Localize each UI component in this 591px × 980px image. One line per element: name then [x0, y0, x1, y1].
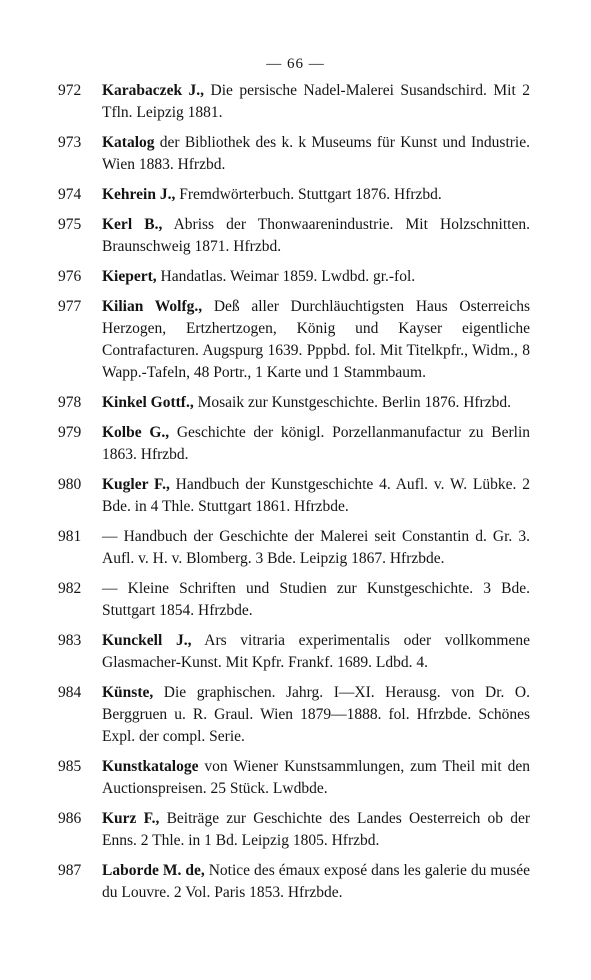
entry-description: Beiträge zur Geschichte des Landes Oesterreich ob der Enns. 2 Thle. in 1 Bd. Leipzig 1805. Hfrzbd.: [102, 810, 531, 849]
page-number: — 66 —: [266, 56, 325, 72]
entry-text: [102, 184, 530, 206]
list-item: [58, 132, 530, 176]
entry-number: 975: [58, 216, 82, 233]
entry-text: [102, 578, 530, 622]
entry-author: Kilian Wolfg.,: [102, 298, 203, 315]
entry-text: [102, 132, 530, 176]
entry-text: [102, 526, 530, 570]
entry-number: 973: [58, 134, 82, 151]
list-item: [58, 578, 530, 622]
list-item: [58, 682, 530, 748]
entry-text: [102, 80, 530, 124]
list-item: [58, 266, 530, 288]
entry-number: 983: [58, 632, 82, 649]
entry-author: Kehrein J.,: [102, 186, 176, 203]
entry-number: 987: [58, 862, 82, 879]
entry-author: Kurz F.,: [102, 810, 160, 827]
entry-number: 978: [58, 394, 82, 411]
list-item: [58, 296, 530, 384]
entry-text: [102, 296, 530, 384]
list-item: [58, 756, 530, 800]
entry-description: Handatlas. Weimar 1859. Lwdbd. gr.-fol.: [156, 268, 416, 285]
entry-number: 977: [58, 298, 82, 315]
entry-author: Kerl B.,: [102, 216, 163, 233]
entry-text: [102, 808, 530, 852]
entry-author: Kinkel Gottf.,: [102, 394, 194, 411]
entry-number: 980: [58, 476, 82, 493]
entry-author: Kolbe G.,: [102, 424, 170, 441]
entry-description: Handbuch der Kunstgeschichte 4. Aufl. v. W. Lübke. 2 Bde. in 4 Thle. Stuttgart 1861. Hfrzbde.: [102, 476, 530, 515]
entry-description: — Handbuch der Geschichte der Malerei seit Constantin d. Gr. 3. Aufl. v. H. v. Blomberg. 3 Bde. Leipzig 1867. Hfrzbde.: [102, 528, 530, 567]
entry-description: von Wiener Kunstsammlungen, zum Theil mit den Auctionspreisen. 25 Stück. Lwdbde.: [102, 758, 530, 797]
entry-author: Karabaczek J.,: [102, 82, 205, 99]
entry-number: 985: [58, 758, 82, 775]
entry-author: Kugler F.,: [102, 476, 170, 493]
entry-list: [58, 80, 530, 912]
entry-author: Künste,: [102, 684, 154, 701]
entry-text: [102, 682, 530, 748]
entry-description: Mosaik zur Kunstgeschichte. Berlin 1876. Hfrzbd.: [193, 394, 511, 411]
entry-text: [102, 422, 530, 466]
entry-description: Ars vitraria experimentalis oder vollkommene Glasmacher-Kunst. Mit Kpfr. Frankf. 1689. Ldbd. 4.: [102, 632, 530, 671]
list-item: [58, 860, 530, 904]
entry-description: Die persische Nadel-Malerei Susandschird. Mit 2 Tfln. Leipzig 1881.: [102, 82, 530, 121]
entry-number: 979: [58, 424, 82, 441]
entry-author: Laborde M. de,: [102, 862, 205, 879]
entry-text: [102, 266, 530, 288]
entry-description: — Kleine Schriften und Studien zur Kunstgeschichte. 3 Bde. Stuttgart 1854. Hfrzbde.: [102, 580, 530, 619]
entry-author: Kiepert,: [102, 268, 157, 285]
entry-description: Geschichte der königl. Porzellanmanufactur zu Berlin 1863. Hfrzbd.: [102, 424, 531, 463]
entry-number: 986: [58, 810, 82, 827]
entry-description: der Bibliothek des k. k Museums für Kunst und Industrie. Wien 1883. Hfrzbd.: [102, 134, 530, 173]
entry-author: Kunstkataloge: [102, 758, 199, 775]
list-item: [58, 184, 530, 206]
entry-author: Kunckell J.,: [102, 632, 192, 649]
entry-description: Abriss der Thonwaarenindustrie. Mit Holzschnitten. Braunschweig 1871. Hfrzbd.: [102, 216, 530, 255]
entry-author: Katalog: [102, 134, 155, 151]
list-item: [58, 808, 530, 852]
list-item: [58, 214, 530, 258]
list-item: [58, 526, 530, 570]
entry-number: 981: [58, 528, 82, 545]
entry-number: 982: [58, 580, 82, 597]
entry-number: 984: [58, 684, 82, 701]
entry-text: [102, 630, 530, 674]
entry-text: [102, 756, 530, 800]
entry-description: Fremdwörterbuch. Stuttgart 1876. Hfrzbd.: [175, 186, 442, 203]
list-item: [58, 80, 530, 124]
entry-number: 976: [58, 268, 82, 285]
entry-description: Die graphischen. Jahrg. I—XI. Herausg. von Dr. O. Berggruen u. R. Graul. Wien 1879—1888. fol. Hfrzbde. Schönes Expl. der compl. Serie.: [102, 684, 530, 745]
entry-number: 974: [58, 186, 82, 203]
list-item: [58, 630, 530, 674]
entry-description: Notice des émaux exposé dans les galerie du musée du Louvre. 2 Vol. Paris 1853. Hfrzbde.: [102, 862, 530, 901]
entry-number: 972: [58, 82, 82, 99]
list-item: [58, 392, 530, 414]
entry-text: [102, 474, 530, 518]
entry-text: [102, 214, 530, 258]
entry-text: [102, 860, 530, 904]
list-item: [58, 474, 530, 518]
entry-text: [102, 392, 530, 414]
list-item: [58, 422, 530, 466]
entry-description: Deß aller Durchläuchtigsten Haus Osterreichs Herzogen, Ertzhertzogen, König und Kayser eigentliche Contrafacturen. Augspurg 1639. Pppbd. fol. Mit Titelkpfr., Widm., 8 Wapp.-Tafeln, 48 Portr., 1 Karte und 1 Stammbaum.: [102, 298, 530, 381]
